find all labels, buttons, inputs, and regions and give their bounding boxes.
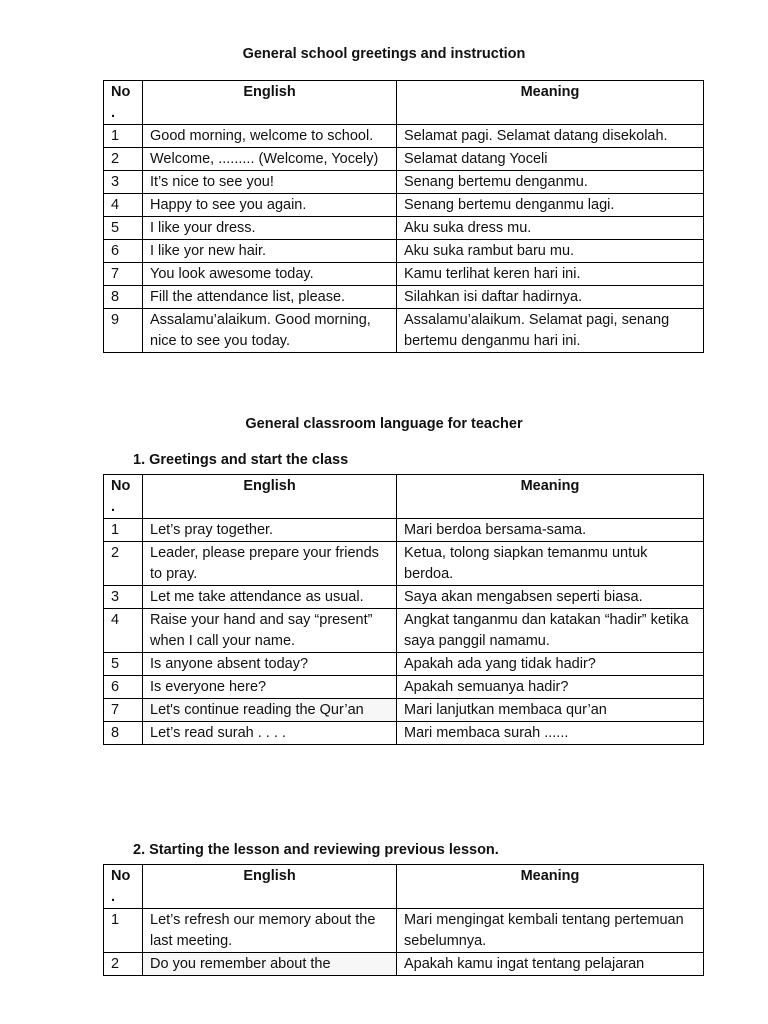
row-number: 5 [104,653,143,676]
table-row [104,653,704,676]
row-number: 9 [104,309,143,353]
header-no: No . [104,81,143,125]
row-number: 1 [104,519,143,542]
english-cell: I like your dress. [143,217,397,240]
meaning-cell: Apakah kamu ingat tentang pelajaran [397,953,704,976]
starting-lesson-table [103,864,704,976]
header-meaning: Meaning [397,81,704,125]
row-number: 1 [104,909,143,953]
table-row [104,542,704,586]
meaning-cell: Apakah ada yang tidak hadir? [397,653,704,676]
row-number: 2 [104,953,143,976]
table-row [104,240,704,263]
table-row [104,609,704,653]
classroom-title: General classroom language for teacher [245,416,523,432]
english-cell: Assalamu’alaikum. Good morning, nice to see you today. [143,309,397,353]
english-cell: Let’s read surah . . . . [143,722,397,745]
school-greetings-table [103,80,704,353]
table-row [104,171,704,194]
table-row [104,953,704,976]
english-cell: Is everyone here? [143,676,397,699]
meaning-cell: Mari mengingat kembali tentang pertemuan sebelumnya. [397,909,704,953]
table-row [104,699,704,722]
meaning-cell: Angkat tanganmu dan katakan “hadir” ketika saya panggil namamu. [397,609,704,653]
english-cell: I like yor new hair. [143,240,397,263]
english-cell: Let’s refresh our memory about the last meeting. [143,909,397,953]
row-number: 5 [104,217,143,240]
english-cell: Do you remember about the [143,953,397,976]
meaning-cell: Selamat datang Yoceli [397,148,704,171]
table-row [104,194,704,217]
english-cell: Raise your hand and say “present” when I call your name. [143,609,397,653]
table-row [104,722,704,745]
meaning-cell: Mari berdoa bersama-sama. [397,519,704,542]
table-row [104,676,704,699]
row-number: 2 [104,542,143,586]
english-cell: You look awesome today. [143,263,397,286]
table-row [104,217,704,240]
row-number: 8 [104,286,143,309]
row-number: 4 [104,609,143,653]
header-english: English [143,475,397,519]
table-row [104,519,704,542]
row-number: 7 [104,263,143,286]
english-cell: Leader, please prepare your friends to pray. [143,542,397,586]
table-row [104,148,704,171]
table-row [104,586,704,609]
header-no: No . [104,475,143,519]
meaning-cell: Apakah semuanya hadir? [397,676,704,699]
meaning-cell: Ketua, tolong siapkan temanmu untuk berdoa. [397,542,704,586]
section-heading: 2. Starting the lesson and reviewing previous lesson. [133,842,499,858]
english-cell: Is anyone absent today? [143,653,397,676]
header-meaning: Meaning [397,475,704,519]
english-cell: It’s nice to see you! [143,171,397,194]
table-header-row [104,865,704,909]
greetings-start-class-table [103,474,704,745]
meaning-cell: Mari membaca surah ...... [397,722,704,745]
header-english: English [143,81,397,125]
table-header-row [104,475,704,519]
english-cell: Welcome, ......... (Welcome, Yocely) [143,148,397,171]
meaning-cell: Assalamu’alaikum. Selamat pagi, senang bertemu denganmu hari ini. [397,309,704,353]
header-meaning: Meaning [397,865,704,909]
meaning-cell: Selamat pagi. Selamat datang disekolah. [397,125,704,148]
meaning-cell: Senang bertemu denganmu lagi. [397,194,704,217]
row-number: 8 [104,722,143,745]
table-row [104,309,704,353]
row-number: 7 [104,699,143,722]
meaning-cell: Kamu terlihat keren hari ini. [397,263,704,286]
table-row [104,286,704,309]
table-row [104,125,704,148]
meaning-cell: Aku suka dress mu. [397,217,704,240]
header-no: No . [104,865,143,909]
english-cell: Let me take attendance as usual. [143,586,397,609]
table-header-row [104,81,704,125]
english-cell: Let’s pray together. [143,519,397,542]
row-number: 2 [104,148,143,171]
row-number: 3 [104,171,143,194]
english-cell: Let's continue reading the Qur’an [143,699,397,722]
meaning-cell: Saya akan mengabsen seperti biasa. [397,586,704,609]
row-number: 6 [104,676,143,699]
meaning-cell: Aku suka rambut baru mu. [397,240,704,263]
meaning-cell: Mari lanjutkan membaca qur’an [397,699,704,722]
row-number: 3 [104,586,143,609]
row-number: 4 [104,194,143,217]
table-row [104,909,704,953]
row-number: 6 [104,240,143,263]
row-number: 1 [104,125,143,148]
english-cell: Happy to see you again. [143,194,397,217]
section-heading: 1. Greetings and start the class [133,452,349,468]
meaning-cell: Senang bertemu denganmu. [397,171,704,194]
meaning-cell: Silahkan isi daftar hadirnya. [397,286,704,309]
page-title: General school greetings and instruction [242,46,526,62]
header-english: English [143,865,397,909]
table-row [104,263,704,286]
english-cell: Good morning, welcome to school. [143,125,397,148]
english-cell: Fill the attendance list, please. [143,286,397,309]
